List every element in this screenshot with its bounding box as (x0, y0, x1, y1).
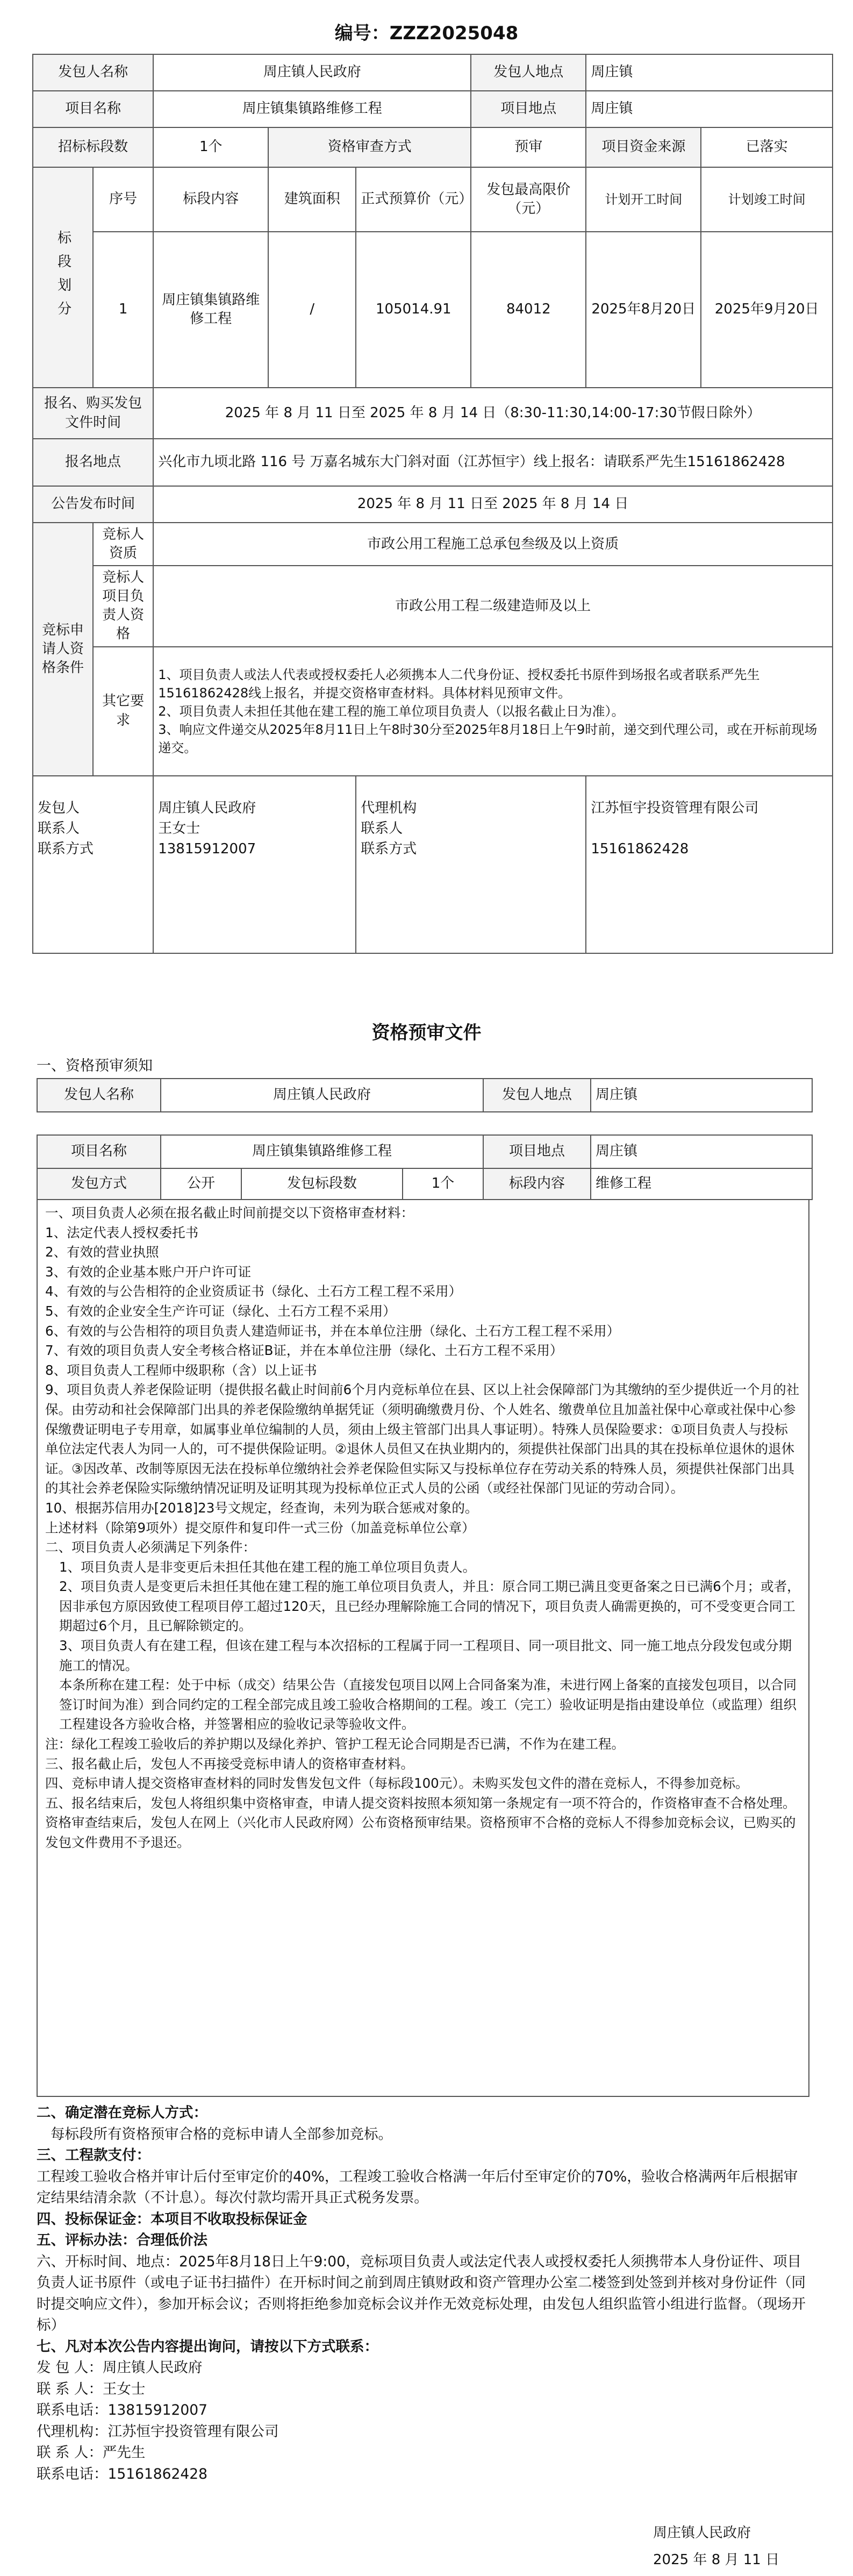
opening-text: 六、开标时间、地点：2025年8月18日上午9:00，竞标项目负责人或法定代表人或授权委托人须携带本人身份证件、项目负责人证书原件（或电子证书扫描件）在开标时间之前到周庄镇财政和资产管理办公室二楼签到处签到并核对身份证件（同时提交响应文件），参加开标会议；否则将拒绝参加竞标会议并作无效竞标处理，由发包人组织监管小组进行监督。（现场开标） (37, 2253, 806, 2334)
employer-name-label: 发包人名称 (37, 1079, 161, 1112)
requirement-line: 二、项目负责人必须满足下列条件： (45, 1539, 256, 1555)
requirement-line: 五、报名结束后，发包人将组织集中资格审查，申请人提交资料按照本须知第一条规定有一项不符合的，作资格审查不合格处理。资格审查结束后，发包人在网上（兴化市人民政府网）公布资格预审结果。资格预审不合格的竞标人不得参加竞标会议，已购买的发包文件费用不予退还。 (45, 1795, 796, 1850)
requirement-line: 本条所称在建工程：处于中标（成交）结果公告（直接发包项目以网上合同备案为准，未进行网上备案的直接发包项目，以合同签订时间为准）到合同约定的工程全部完成且竣工验收合格期间的工程。竣工（完工）验收证明是指由建设单位（或监理）组织工程建设各方验收合格，并签署相应的验收记录等验收文件。 (59, 1677, 797, 1732)
inquiry-agent-phone: 联系电话：15161862428 (37, 2465, 207, 2482)
fund-source-value: 已落实 (701, 127, 833, 167)
section-area: / (268, 232, 356, 388)
requirement-line: 2、有效的营业执照 (45, 1244, 159, 1260)
deposit-line: 四、投标保证金：本项目不收取投标保证金 (37, 2210, 307, 2228)
header-budget: 正式预算价（元） (356, 167, 471, 232)
document-number: 编号：ZZZ2025048 (334, 23, 519, 44)
project-name-value: 周庄镇集镇路维修工程 (153, 91, 471, 127)
contact-employer-labels: 发包人 联系人 联系方式 (33, 776, 153, 953)
section-serial: 1 (93, 232, 153, 388)
publish-time-value: 2025 年 8 月 11 日至 2025 年 8 月 14 日 (153, 486, 833, 523)
employer-name-value: 周庄镇人民政府 (153, 54, 471, 91)
requirement-line: 注：绿化工程竣工验收后的养护期以及绿化养护、管护工程无论合同期是否已满，不作为在建工程。 (45, 1736, 625, 1752)
employer-location-value: 周庄镇 (591, 1079, 812, 1112)
requirement-line: 3、项目负责人有在建工程，但该在建工程与本次招标的工程属于同一工程项目、同一项目批文、同一施工地点分段发包或分期施工的情况。 (59, 1638, 792, 1673)
contract-method-label: 发包方式 (37, 1168, 161, 1200)
qual-row-value: 市政公用工程施工总承包叁级及以上资质 (153, 523, 833, 566)
inquiry-employer: 发 包 人：周庄镇人民政府 (37, 2359, 203, 2376)
project-location-value: 周庄镇 (586, 91, 833, 127)
requirement-line: 5、有效的企业安全生产许可证（绿化、土石方工程不采用） (45, 1303, 396, 1319)
header-end: 计划竣工时间 (701, 167, 833, 232)
signature-date: 2025 年 8 月 11 日 (653, 2552, 780, 2568)
section-content: 周庄镇集镇路维修工程 (153, 232, 268, 388)
section-max-price: 84012 (471, 232, 586, 388)
signup-time-value: 2025 年 8 月 11 日至 2025 年 8 月 14 日（8:30-11:30,14:00-17:30节假日除外） (153, 388, 833, 439)
header-area: 建筑面积 (268, 167, 356, 232)
project-name-value: 周庄镇集镇路维修工程 (161, 1135, 483, 1168)
inquiry-agent-contact: 联 系 人：严先生 (37, 2444, 146, 2461)
employer-name-label: 发包人名称 (33, 54, 153, 91)
requirement-line: 4、有效的与公告相符的企业资质证书（绿化、土石方工程工程不采用） (45, 1283, 462, 1300)
notice-title: 资格预审文件 (371, 1022, 482, 1044)
qual-row-value: 1、项目负责人或法人代表或授权委托人必须携本人二代身份证、授权委托书原件到场报名或者联系严先生15161862428线上报名，并提交资格审查材料。具体材料见预审文件。 2、项目负责人未担任其他在建工程的施工单位项目负责人（以报名截止日为准）。 3、响应文件递交从2025年8月11日上午8时30分至2025年8月18日上午9时前，递交到代理公司，或在开标前现场递交。 (153, 647, 833, 776)
fund-source-label: 项目资金来源 (586, 127, 701, 167)
contract-method-value: 公开 (161, 1168, 241, 1200)
requirement-line: 6、有效的与公告相符的项目负责人建造师证书，并在本单位注册（绿化、土石方工程工程不采用） (45, 1323, 620, 1339)
employer-location-label: 发包人地点 (471, 54, 586, 91)
signup-place-value: 兴化市九顷北路 116 号 万嘉名城东大门斜对面（江苏恒宇）线上报名：请联系严先生15161862428 (153, 439, 833, 486)
project-location-label: 项目地点 (471, 91, 586, 127)
heading-payment: 三、工程款支付： (37, 2147, 150, 2164)
heading-bidder-method: 二、确定潜在竞标人方式： (37, 2104, 207, 2121)
contact-agent-values: 江苏恒宇投资管理有限公司 15161862428 (586, 776, 833, 953)
project-location-value: 周庄镇 (591, 1135, 812, 1168)
signup-time-label: 报名、购买发包文件时间 (33, 388, 153, 439)
inquiry-contact: 联 系 人：王女士 (37, 2380, 146, 2397)
requirement-line: 上述材料（除第9项外）提交原件和复印件一式三份（加盖竞标单位公章） (45, 1519, 475, 1536)
section-one-heading: 一、资格预审须知 (37, 1058, 153, 1074)
section-start: 2025年8月20日 (586, 232, 701, 388)
employer-location-value: 周庄镇 (586, 54, 833, 91)
project-name-label: 项目名称 (33, 91, 153, 127)
heading-inquiry: 七、凡对本次公告内容提出询问，请按以下方式联系： (37, 2338, 378, 2355)
review-method-value: 预审 (471, 127, 586, 167)
header-serial: 序号 (93, 167, 153, 232)
qual-row-value: 市政公用工程二级建造师及以上 (153, 566, 833, 646)
contact-agent-labels: 代理机构 联系人 联系方式 (356, 776, 586, 953)
requirement-line: 9、项目负责人养老保险证明（提供报名截止时间前6个月内竞标单位在县、区以上社会保障部门为其缴纳的至少提供近一个月的社保。由劳动和社会保障部门出具的养老保险缴纳单据凭证（须明确缴费月份、个人姓名、缴费单位且加盖社保中心章或社保中心参保缴费证明电子专用章，如属事业单位编制的人员，须由上级主管部门出具人事证明）。特殊人员保险要求：①项目负责人与投标单位法定代表人为同一人的，可不提供保险证明。②退休人员但又在执业期内的，须提供社保部门出具的其在投标单位退休的退休证。③因改革、改制等原因无法在投标单位缴纳社会养老保险但实际又与投标单位存在劳动关系的特殊人员，须提供社保部门出具的其社会养老保险实际缴纳情况证明及证明其现为投标单位正式人员的公函（或经社保部门见证的劳动合同）。 (45, 1382, 800, 1496)
payment-text: 工程竣工验收合格并审计后付至审定价的40%，工程竣工验收合格满一年后付至审定价的70%，验收合格满两年后根据审定结果结清余款（不计息）。每次付款均需开具正式税务发票。 (37, 2168, 798, 2206)
requirement-line: 10、根据苏信用办[2018]23号文规定，经查询，未列为联合惩戒对象的。 (45, 1500, 478, 1516)
project-name-label: 项目名称 (37, 1135, 161, 1168)
requirement-line: 1、法定代表人授权委托书 (45, 1224, 199, 1240)
section-division-label: 标段划分 (33, 167, 93, 388)
section-count-value: 1个 (153, 127, 268, 167)
section-count-label: 招标标段数 (33, 127, 153, 167)
employer-location-label: 发包人地点 (483, 1079, 591, 1112)
publish-time-label: 公告发布时间 (33, 486, 153, 523)
requirements-box (37, 1199, 809, 2097)
inquiry-agent: 代理机构：江苏恒宇投资管理有限公司 (37, 2423, 279, 2440)
announcement-table (32, 54, 833, 954)
requirement-line: 一、项目负责人必须在报名截止时间前提交以下资格审查材料： (45, 1205, 414, 1221)
requirement-line: 7、有效的项目负责人安全考核合格证B证，并在本单位注册（绿化、土石方工程不采用） (45, 1343, 563, 1359)
qual-row-label: 竞标人项目负责人资格 (93, 566, 153, 646)
prequal-table-employer (37, 1078, 813, 1112)
inquiry-phone: 联系电话：13815912007 (37, 2402, 207, 2418)
contact-employer-values: 周庄镇人民政府 王女士 13815912007 (153, 776, 356, 953)
qual-row-label: 竞标人资质 (93, 523, 153, 566)
requirement-line: 三、报名截止后，发包人不再接受竞标申请人的资格审查材料。 (45, 1756, 414, 1772)
prequal-table-project (37, 1134, 813, 1200)
project-location-label: 项目地点 (483, 1135, 591, 1168)
qual-row-label: 其它要求 (93, 647, 153, 776)
requirement-line: 四、竞标申请人提交资格审查材料的同时发售发包文件（每标段100元）。未购买发包文件的潜在竞标人，不得参加竞标。 (45, 1775, 749, 1792)
section-content-value: 维修工程 (591, 1168, 812, 1200)
requirement-line: 2、项目负责人是变更后未担任其他在建工程的施工单位项目负责人，并且：原合同工期已满且变更备案之日已满6个月；或者，因非承包方原因致使工程项目停工超过120天，且已经办理解除施工合同的情况下，项目负责人确需更换的，可不受变更合同工期超过6个月，且已解除锁定的。 (59, 1579, 800, 1634)
header-max-price: 发包最高限价（元） (471, 167, 586, 232)
employer-name-value: 周庄镇人民政府 (161, 1079, 483, 1112)
qualification-label: 竞标申请人资格条件 (33, 523, 93, 776)
signature-org: 周庄镇人民政府 (653, 2525, 751, 2541)
section-content-label: 标段内容 (483, 1168, 591, 1200)
bidder-method-text: 每标段所有资格预审合格的竞标申请人全部参加竞标。 (51, 2125, 392, 2143)
header-start: 计划开工时间 (586, 167, 701, 232)
requirement-line: 3、有效的企业基本账户开户许可证 (45, 1264, 252, 1280)
signup-place-label: 报名地点 (33, 439, 153, 486)
evaluation-line: 五、评标办法：合理低价法 (37, 2232, 207, 2249)
section-end: 2025年9月20日 (701, 232, 833, 388)
header-content: 标段内容 (153, 167, 268, 232)
section-count-value: 1个 (403, 1168, 483, 1200)
section-count-label: 发包标段数 (241, 1168, 403, 1200)
section-budget: 105014.91 (356, 232, 471, 388)
tail-section (37, 2102, 811, 2485)
requirement-line: 1、项目负责人是非变更后未担任其他在建工程的施工单位项目负责人。 (59, 1559, 476, 1575)
review-method-label: 资格审查方式 (268, 127, 471, 167)
requirement-line: 8、项目负责人工程师中级职称（含）以上证书 (45, 1362, 317, 1378)
